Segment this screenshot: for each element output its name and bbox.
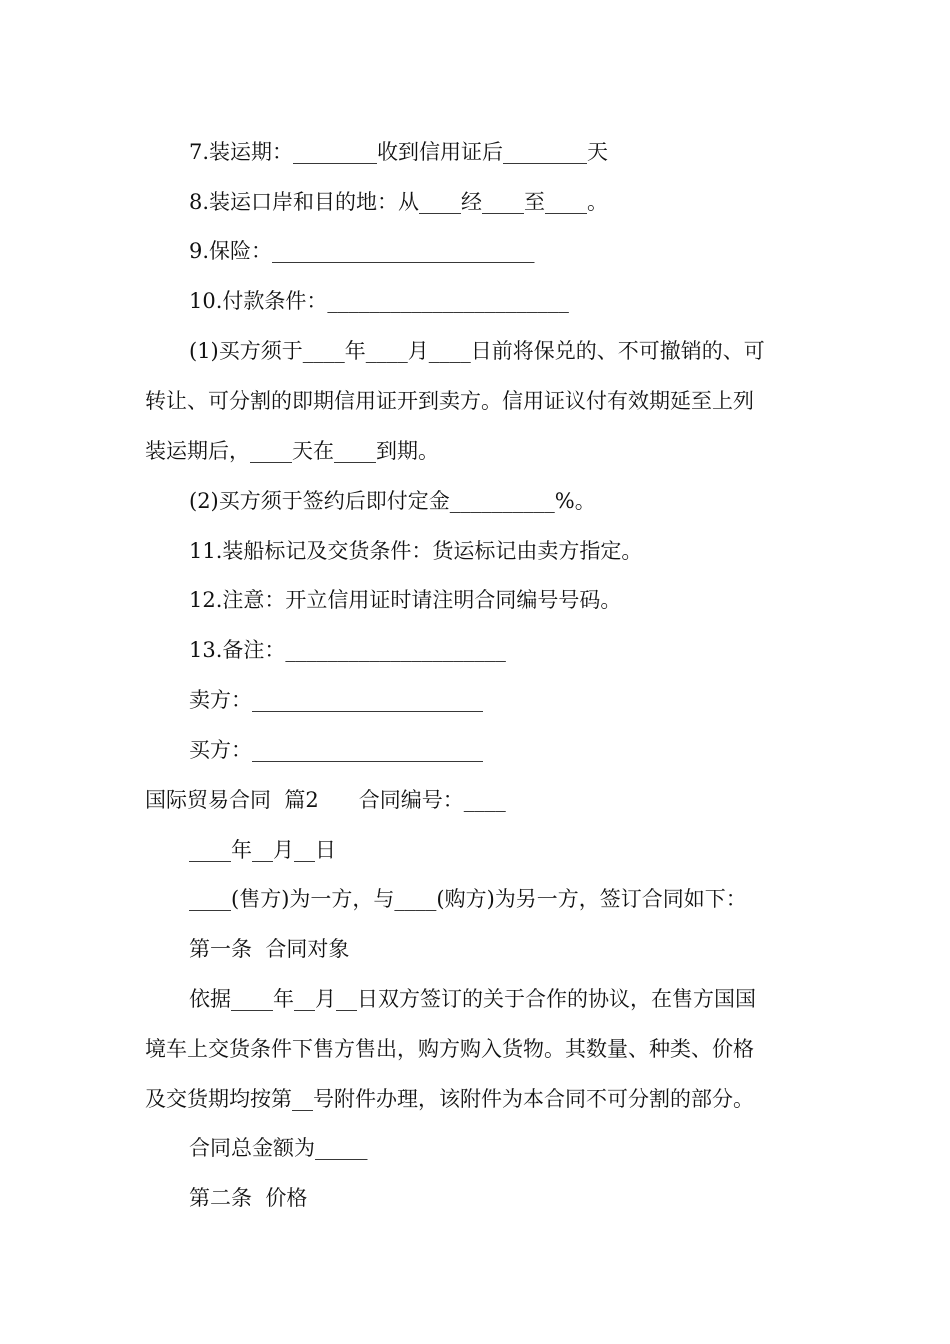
article-1-para-line-1: 依据____年__月__日双方签订的关于合作的协议，在售方国国 <box>189 987 756 1011</box>
seller-signature-line: 卖方：______________________ <box>189 688 483 712</box>
article-1-heading: 第一条 合同对象 <box>189 937 350 961</box>
parties-line: ____(售方)为一方，与____(购方)为另一方，签订合同如下： <box>189 887 747 911</box>
clause-12-note: 12.注意：开立信用证时请注明合同编号号码。 <box>189 588 622 612</box>
total-amount-line: 合同总金额为_____ <box>189 1136 368 1160</box>
buyer-signature-line: 买方：______________________ <box>189 738 483 762</box>
clause-11-marks: 11.装船标记及交货条件：货运标记由卖方指定。 <box>189 539 643 563</box>
clause-9-insurance: 9.保险：_________________________ <box>189 239 535 263</box>
clause-10-item-1-line-2: 转让、可分割的即期信用证开到卖方。信用证议付有效期延至上列 <box>145 389 754 413</box>
clause-10-item-2: (2)买方须于签约后即付定金__________%。 <box>189 489 596 513</box>
clause-10-item-1-line-1: (1)买方须于____年____月____日前将保兑的、不可撤销的、可 <box>189 339 765 363</box>
article-1-para-line-2: 境车上交货条件下售方售出，购方购入货物。其数量、种类、价格 <box>145 1037 754 1061</box>
clause-8-ports: 8.装运口岸和目的地：从____经____至____。 <box>189 190 609 214</box>
clause-7-shipment-period: 7.装运期：________收到信用证后________天 <box>189 140 609 164</box>
article-2-heading: 第二条 价格 <box>189 1186 308 1210</box>
clause-10-item-1-line-3: 装运期后，____天在____到期。 <box>145 439 439 463</box>
article-1-para-line-3: 及交货期均按第__号附件办理，该附件为本合同不可分割的部分。 <box>145 1087 754 1111</box>
date-line: ____年__月__日 <box>189 838 336 862</box>
clause-10-payment-terms: 10.付款条件：_______________________ <box>189 289 569 313</box>
section-heading-part-2: 国际贸易合同 篇2 合同编号：____ <box>145 788 506 812</box>
clause-13-remarks: 13.备注：_____________________ <box>189 638 506 662</box>
